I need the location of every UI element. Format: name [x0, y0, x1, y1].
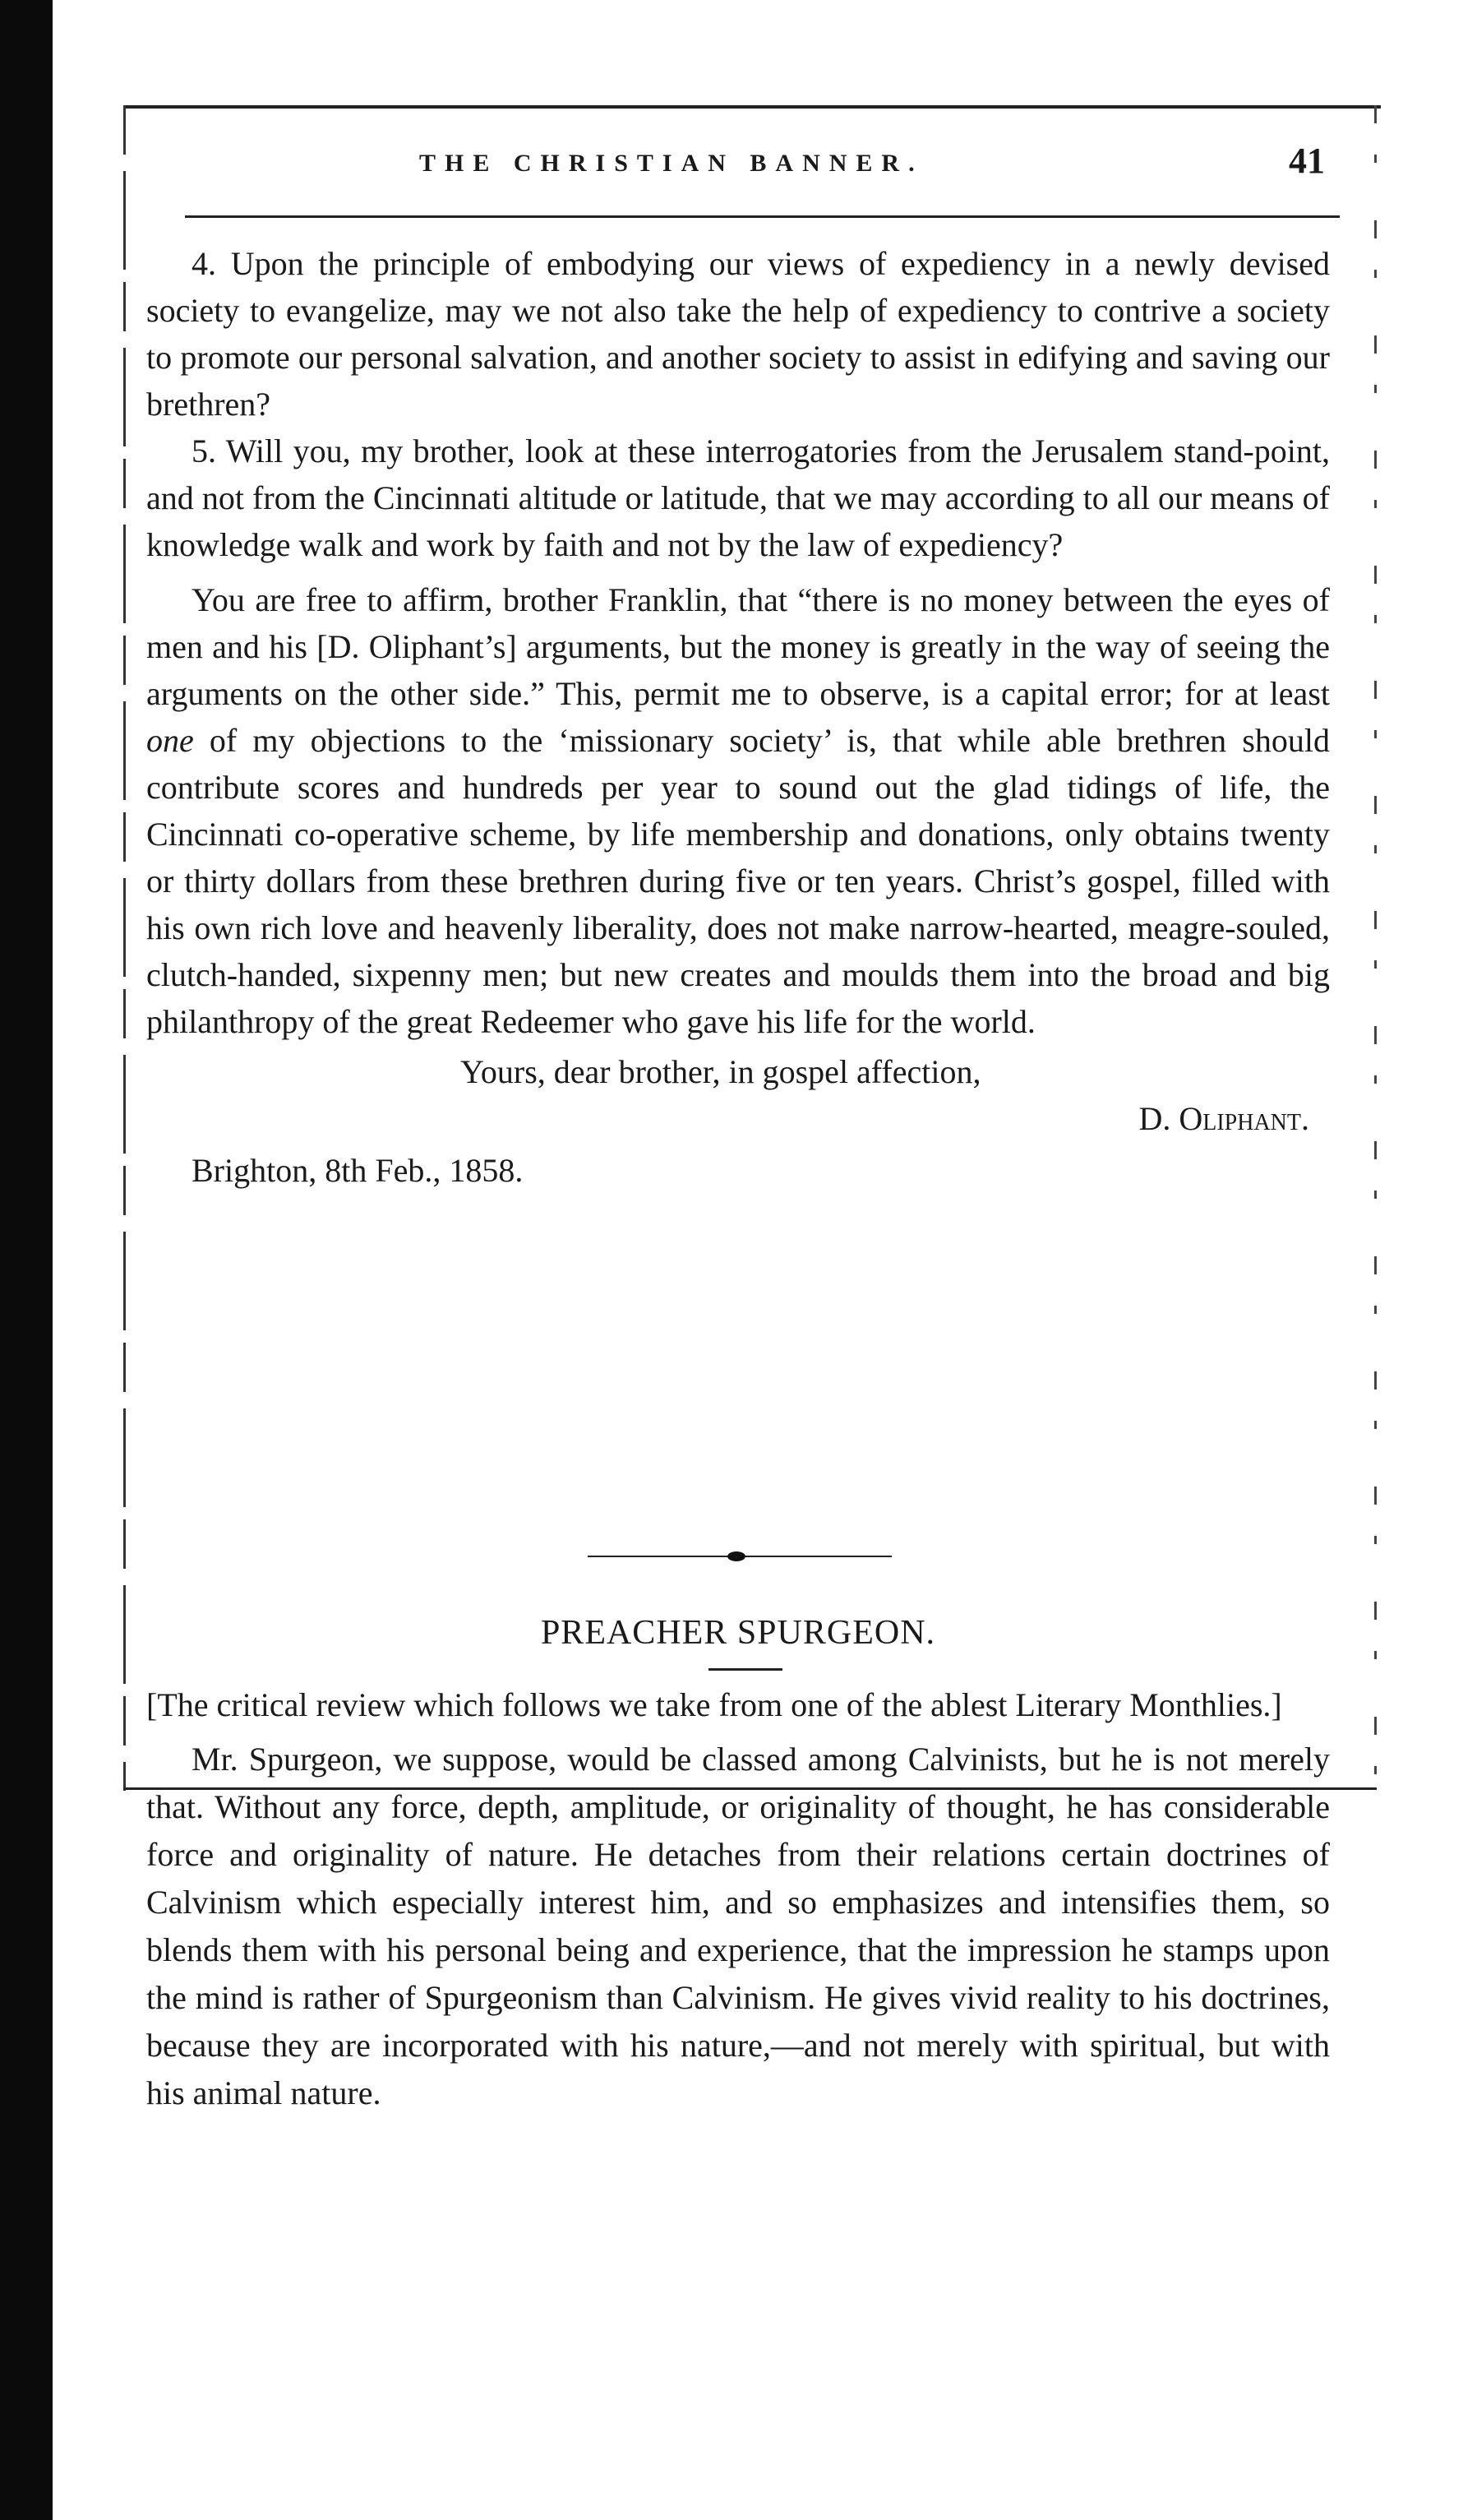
- article-paragraph-1: Mr. Spurgeon, we suppose, would be classed among Calvinists, but he is not merely that. Without any force, depth, amplitude, or originality of thought, he has considerable force and originality of nature. He detaches from their relations certain doctrines of Calvinism which especially interest him, and so emphasizes and intensifies them, so blends them with his personal being and experience, that the impression he stamps upon the mind is rather of Spurgeonism than Calvinism. He gives vivid reality to his doctrines, because they are incorporated with his nature,—and not merely with spiritual, but with his animal nature.: [146, 1741, 1330, 2111]
- article-body: [146, 1681, 1330, 2117]
- paragraph-franklin-reply-part2: of my objections to the ‘missionary society’ is, that while able brethren should contribute scores and hundreds per year to sound out the glad tidings of life, the Cincinnati co-operative scheme, by life membership and donations, only obtains twenty or thirty dollars from these brethren during five or ten years. Christ’s gospel, filled with his own rich love and heavenly liberality, does not make narrow-hearted, meagre-souled, clutch-handed, sixpenny men; but new creates and moulds them into the broad and big philanthropy of the great Redeemer who gave his life for the world.: [146, 722, 1330, 1040]
- page-number: 41: [1289, 141, 1325, 181]
- editor-note: [The critical review which follows we take from one of the ablest Literary Monthlies.]: [146, 1686, 1282, 1723]
- article-title: PREACHER SPURGEON.: [540, 1614, 936, 1652]
- paragraph-franklin-reply: [146, 576, 1330, 1045]
- page-frame-top-rule: [123, 105, 1381, 109]
- page-frame-right-rule: [1374, 105, 1377, 1791]
- paragraph-4: 4. Upon the principle of embodying our views of expediency in a newly devised society to evangelize, may we not also take the help of expediency to contrive a society to promote our personal salvation, and another society to assist in edifying and saving our brethren?: [146, 245, 1330, 423]
- divider-bullet: [727, 1551, 745, 1561]
- paragraph-franklin-reply-part1: You are free to affirm, brother Franklin, that “there is no money between the eyes of men and his [D. Oliphant’s] arguments, but the money is greatly in the way of seeing the arguments on the other side.” This, permit me to observe, is a capital error; for at least: [146, 581, 1330, 712]
- emphasized-word: one: [146, 722, 194, 759]
- book-spine-shadow: [0, 0, 53, 2520]
- header-rule: [185, 215, 1340, 218]
- running-head: [140, 141, 1356, 194]
- section-divider-ornament: [588, 1551, 892, 1562]
- letter-closing: Yours, dear brother, in gospel affection,: [460, 1053, 981, 1090]
- paragraph-5: 5. Will you, my brother, look at these interrogatories from the Jerusalem stand-point, and not from the Cincinnati altitude or latitude, that we may according to all our means of knowledge walk and work by faith and not by the law of expediency?: [146, 432, 1330, 563]
- letter-body: [146, 240, 1330, 1194]
- title-underline: [708, 1668, 782, 1671]
- letter-signature: D. Oliphant.: [1138, 1100, 1309, 1137]
- page-frame-left-rule: [123, 105, 126, 1791]
- letter-place-date: Brighton, 8th Feb., 1858.: [192, 1152, 524, 1189]
- running-title: THE CHRISTIAN BANNER.: [419, 150, 924, 177]
